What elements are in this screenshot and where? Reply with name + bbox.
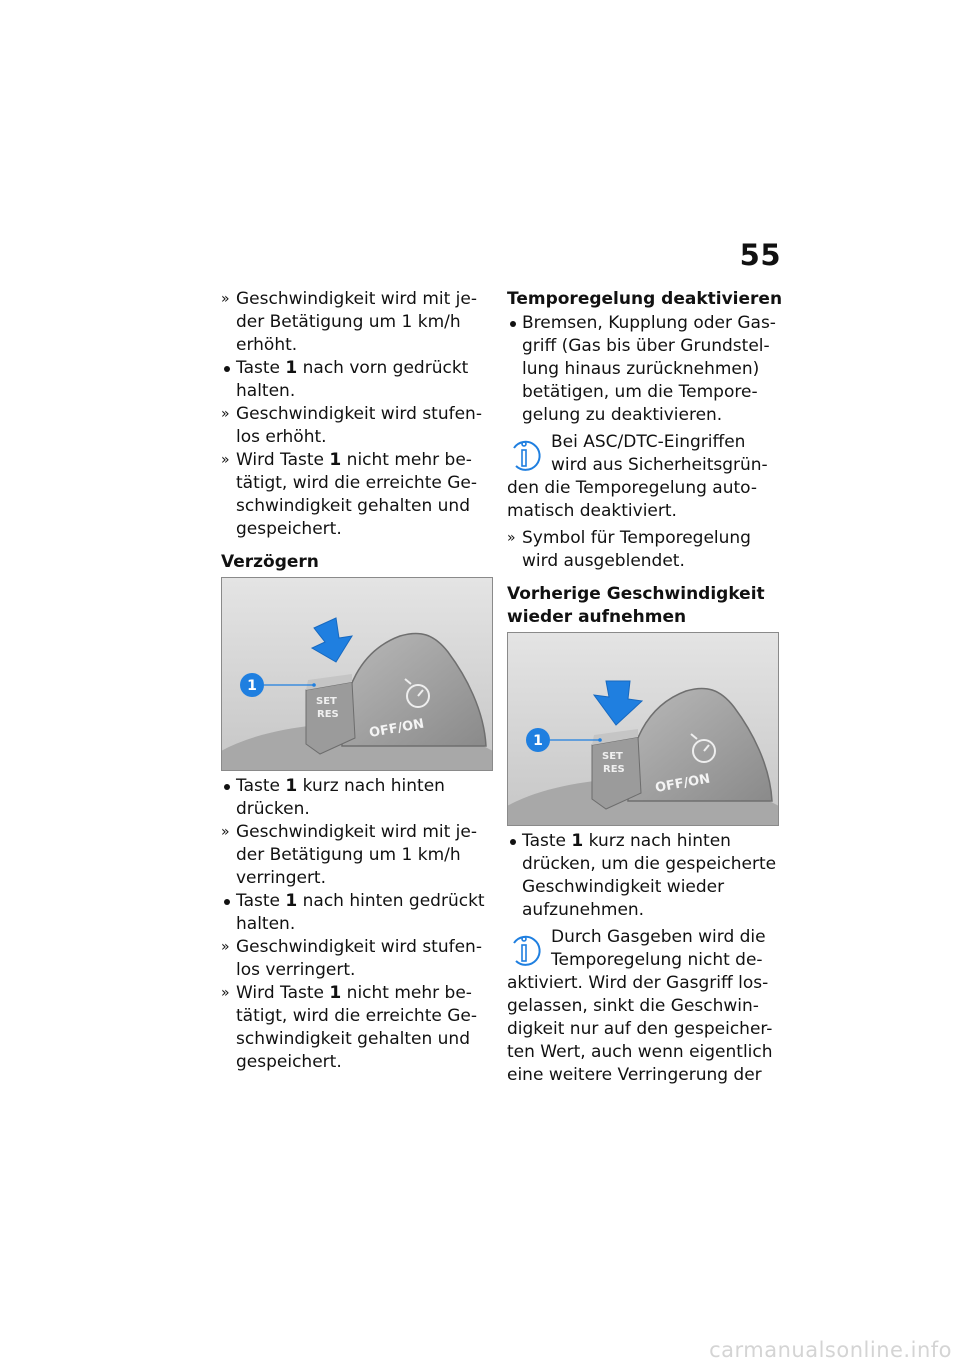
list-item: » Wird Taste 1 nicht mehr be-tätigt, wird die erreichte Ge-schwindigkeit gehalten und gespeichert. [221, 983, 477, 1072]
res-label: RES [603, 764, 625, 775]
off-on-label: OFF/ON [368, 716, 426, 741]
list-item: » Symbol für Temporegelung wird ausgeblendet. [507, 528, 751, 571]
key-reference: 1 [285, 891, 298, 911]
right-column [507, 288, 783, 1091]
res-label: RES [317, 709, 339, 720]
result-arrow-icon: » [221, 452, 230, 468]
list-item: » Geschwindigkeit wird mit je-der Betätigung um 1 km/h erhöht. [221, 289, 477, 355]
cruise-control-switch-figure [221, 577, 493, 771]
key-reference: 1 [285, 358, 298, 378]
section-heading: Vorherige Geschwindigkeit wieder aufnehmen [507, 584, 765, 627]
key-reference: 1 [329, 450, 342, 470]
list-item: Taste 1 nach hinten gedrückt halten. [236, 891, 485, 934]
set-label: SET [316, 696, 337, 707]
list-item: » Geschwindigkeit wird stufen-los erhöht. [221, 404, 482, 447]
list-item: Taste 1 kurz nach hinten drücken. [236, 776, 445, 819]
list-item: Bremsen, Kupplung oder Gas-griff (Gas bis über Grundstel-lung hinaus zurücknehmen) betätigen, um die Tempore-gelung zu deaktivieren. [522, 313, 776, 425]
info-note: Durch Gasgeben wird die Temporegelung nicht de- aktiviert. Wird der Gasgriff los-gelassen, sinkt die Geschwin-digkeit nur auf den gespeicher-ten Wert, auch wenn eigentlich eine weitere Verringerung der [507, 927, 773, 1085]
result-arrow-icon: » [507, 530, 516, 546]
section-heading: Verzögern [221, 552, 319, 572]
key-reference: 1 [285, 776, 298, 796]
result-arrow-icon: » [221, 824, 230, 840]
list-item: » Geschwindigkeit wird stufen-los verringert. [221, 937, 482, 980]
svg-text:1: 1 [247, 678, 257, 694]
result-arrow-icon: » [221, 985, 230, 1001]
off-on-label: OFF/ON [654, 771, 712, 796]
list-item: Taste 1 nach vorn gedrückt halten. [236, 358, 469, 401]
set-label: SET [602, 751, 623, 762]
list-item: » Geschwindigkeit wird mit je-der Betätigung um 1 km/h verringert. [221, 822, 477, 888]
svg-text:1: 1 [533, 733, 543, 749]
key-reference: 1 [571, 831, 584, 851]
switch-illustration [508, 633, 778, 825]
section-heading: Temporegelung deaktivieren [507, 289, 783, 309]
cruise-control-switch-figure [507, 632, 779, 826]
key-reference: 1 [329, 983, 342, 1003]
left-column [221, 288, 493, 1074]
list-item: » Wird Taste 1 nicht mehr be-tätigt, wird die erreichte Ge-schwindigkeit gehalten und gespeichert. [221, 450, 477, 539]
page-number: 55 [739, 238, 781, 272]
switch-illustration [222, 578, 492, 770]
list-item: Taste 1 kurz nach hinten drücken, um die gespeicherte Geschwindigkeit wieder aufzunehmen. [522, 831, 777, 920]
result-arrow-icon: » [221, 939, 230, 955]
info-note: Bei ASC/DTC-Eingriffen wird aus Sicherheitsgrün- den die Temporegelung auto-matisch deaktiviert. [507, 432, 768, 521]
info-icon [508, 929, 546, 969]
result-arrow-icon: » [221, 406, 230, 422]
result-arrow-icon: » [221, 291, 230, 307]
watermark-footer: carmanualsonline.info [709, 1338, 952, 1362]
info-icon [508, 434, 546, 474]
